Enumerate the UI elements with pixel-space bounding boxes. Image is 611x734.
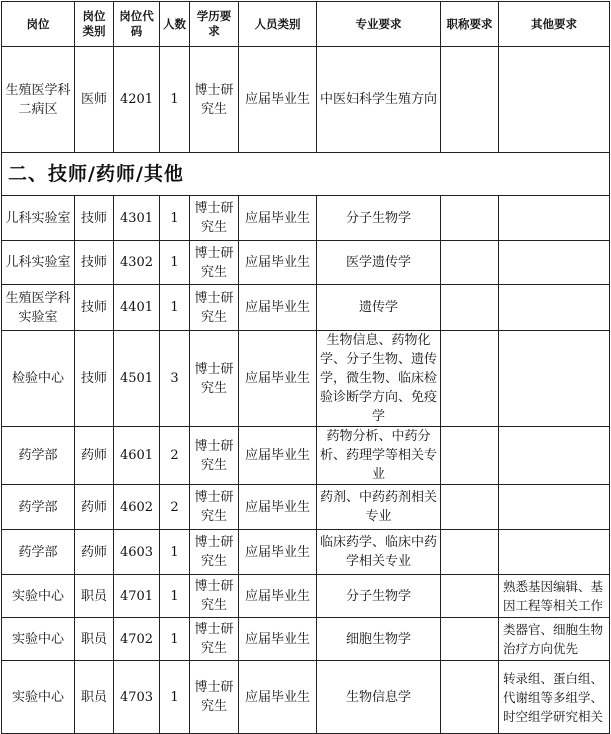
- cell-major: 分子生物学: [317, 196, 441, 241]
- cell-count: 2: [160, 485, 190, 530]
- cell-count: 1: [160, 575, 190, 618]
- cell-title-req: [441, 285, 499, 331]
- cell-title-req: [441, 47, 499, 153]
- cell-position: 药学部: [2, 485, 75, 530]
- cell-position: 生殖医学科实验室: [2, 285, 75, 331]
- cell-major: 医学遗传学: [317, 241, 441, 285]
- table-row: [2, 485, 610, 530]
- table-row: [2, 661, 610, 734]
- cell-education: 博士研究生: [190, 427, 239, 485]
- cell-major: 生物信息、药物化学、分子生物、遗传学，微生物、临床检验诊断学方向、免疫学: [317, 331, 441, 427]
- cell-title-req: [441, 661, 499, 734]
- cell-category: 技师: [75, 331, 114, 427]
- cell-major: 细胞生物学: [317, 618, 441, 661]
- cell-count: 1: [160, 285, 190, 331]
- cell-title-req: [441, 196, 499, 241]
- cell-category: 医师: [75, 47, 114, 153]
- cell-other: [499, 427, 610, 485]
- cell-count: 1: [160, 241, 190, 285]
- cell-title-req: [441, 618, 499, 661]
- cell-education: 博士研究生: [190, 618, 239, 661]
- table-row: [2, 47, 610, 153]
- table-row: [2, 285, 610, 331]
- cell-other: 熟悉基因编辑、基因工程等相关工作: [499, 575, 610, 618]
- recruitment-table: [1, 1, 610, 734]
- cell-education: 博士研究生: [190, 530, 239, 575]
- section-row: [2, 153, 610, 196]
- cell-other: [499, 196, 610, 241]
- cell-count: 3: [160, 331, 190, 427]
- cell-code: 4702: [114, 618, 160, 661]
- table-row: [2, 530, 610, 575]
- cell-count: 1: [160, 618, 190, 661]
- top-rows: [2, 47, 610, 153]
- cell-major: 中医妇科学生殖方向: [317, 47, 441, 153]
- cell-code: 4401: [114, 285, 160, 331]
- header-count: 人数: [160, 2, 190, 47]
- cell-position: 实验中心: [2, 661, 75, 734]
- table-row: [2, 427, 610, 485]
- cell-major: 药物分析、中药分析、药理学等相关专业: [317, 427, 441, 485]
- header-row: [2, 2, 610, 47]
- cell-title-req: [441, 575, 499, 618]
- cell-person-type: 应届毕业生: [239, 530, 317, 575]
- cell-person-type: 应届毕业生: [239, 47, 317, 153]
- cell-count: 1: [160, 530, 190, 575]
- header-person-type: 人员类别: [239, 2, 317, 47]
- cell-education: 博士研究生: [190, 331, 239, 427]
- cell-title-req: [441, 427, 499, 485]
- cell-other: [499, 530, 610, 575]
- cell-code: 4301: [114, 196, 160, 241]
- cell-education: 博士研究生: [190, 661, 239, 734]
- cell-code: 4601: [114, 427, 160, 485]
- header-position: 岗位: [2, 2, 75, 47]
- cell-count: 1: [160, 196, 190, 241]
- header-category: 岗位类别: [75, 2, 114, 47]
- cell-position: 检验中心: [2, 331, 75, 427]
- cell-other: 类器官、细胞生物治疗方向优先: [499, 618, 610, 661]
- cell-category: 技师: [75, 285, 114, 331]
- cell-position: 药学部: [2, 530, 75, 575]
- cell-other: [499, 47, 610, 153]
- cell-education: 博士研究生: [190, 485, 239, 530]
- table-row: [2, 331, 610, 427]
- cell-position: 实验中心: [2, 618, 75, 661]
- cell-code: 4703: [114, 661, 160, 734]
- cell-code: 4701: [114, 575, 160, 618]
- cell-category: 药师: [75, 427, 114, 485]
- cell-category: 技师: [75, 241, 114, 285]
- cell-count: 2: [160, 427, 190, 485]
- header-major: 专业要求: [317, 2, 441, 47]
- cell-title-req: [441, 530, 499, 575]
- cell-person-type: 应届毕业生: [239, 661, 317, 734]
- cell-person-type: 应届毕业生: [239, 196, 317, 241]
- cell-count: 1: [160, 661, 190, 734]
- cell-position: 儿科实验室: [2, 241, 75, 285]
- cell-other: [499, 485, 610, 530]
- cell-position: 儿科实验室: [2, 196, 75, 241]
- table-row: [2, 196, 610, 241]
- cell-code: 4302: [114, 241, 160, 285]
- cell-person-type: 应届毕业生: [239, 575, 317, 618]
- cell-title-req: [441, 485, 499, 530]
- cell-category: 职员: [75, 618, 114, 661]
- cell-other: 转录组、蛋白组、代谢组等多组学、时空组学研究相关: [499, 661, 610, 734]
- main-rows: [2, 196, 610, 734]
- cell-other: [499, 241, 610, 285]
- cell-major: 分子生物学: [317, 575, 441, 618]
- cell-code: 4602: [114, 485, 160, 530]
- cell-position: 生殖医学科二病区: [2, 47, 75, 153]
- table-row: [2, 618, 610, 661]
- cell-category: 职员: [75, 575, 114, 618]
- section-title: 二、技师/药师/其他: [2, 153, 610, 196]
- cell-education: 博士研究生: [190, 47, 239, 153]
- cell-major: 遗传学: [317, 285, 441, 331]
- cell-category: 药师: [75, 530, 114, 575]
- cell-education: 博士研究生: [190, 285, 239, 331]
- cell-count: 1: [160, 47, 190, 153]
- cell-code: 4201: [114, 47, 160, 153]
- header-code: 岗位代码: [114, 2, 160, 47]
- cell-position: 药学部: [2, 427, 75, 485]
- header-other: 其他要求: [499, 2, 610, 47]
- cell-education: 博士研究生: [190, 575, 239, 618]
- cell-person-type: 应届毕业生: [239, 485, 317, 530]
- header-title-req: 职称要求: [441, 2, 499, 47]
- cell-person-type: 应届毕业生: [239, 618, 317, 661]
- cell-position: 实验中心: [2, 575, 75, 618]
- cell-category: 技师: [75, 196, 114, 241]
- cell-category: 药师: [75, 485, 114, 530]
- cell-title-req: [441, 241, 499, 285]
- cell-major: 药剂、中药药剂相关专业: [317, 485, 441, 530]
- cell-education: 博士研究生: [190, 196, 239, 241]
- cell-person-type: 应届毕业生: [239, 331, 317, 427]
- header-education: 学历要求: [190, 2, 239, 47]
- cell-code: 4603: [114, 530, 160, 575]
- cell-category: 职员: [75, 661, 114, 734]
- cell-person-type: 应届毕业生: [239, 427, 317, 485]
- cell-title-req: [441, 331, 499, 427]
- cell-other: [499, 285, 610, 331]
- table-row: [2, 575, 610, 618]
- table-row: [2, 241, 610, 285]
- cell-major: 临床药学、临床中药学相关专业: [317, 530, 441, 575]
- cell-education: 博士研究生: [190, 241, 239, 285]
- cell-code: 4501: [114, 331, 160, 427]
- cell-person-type: 应届毕业生: [239, 285, 317, 331]
- cell-person-type: 应届毕业生: [239, 241, 317, 285]
- cell-other: [499, 331, 610, 427]
- cell-major: 生物信息学: [317, 661, 441, 734]
